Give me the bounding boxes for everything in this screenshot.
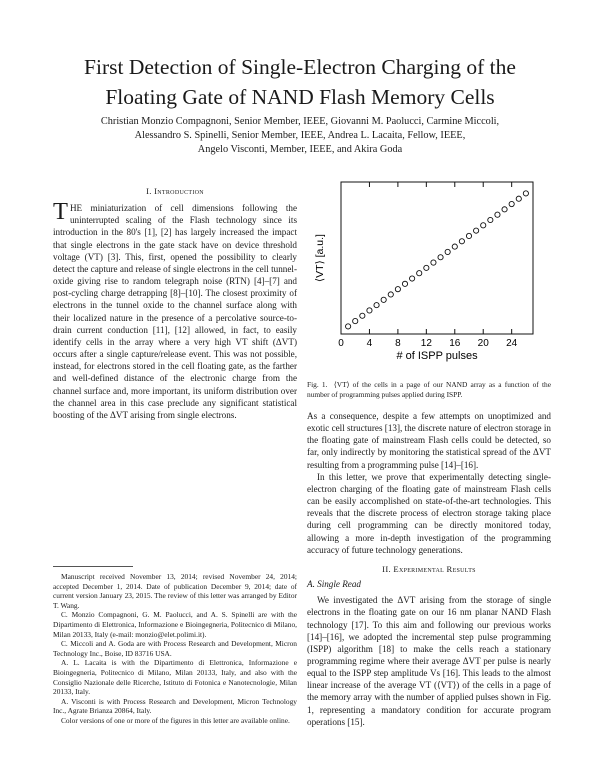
data-point	[417, 271, 422, 276]
author-line-3: Angelo Visconti, Member, IEEE, and Akira Goda	[197, 144, 403, 156]
figure-1-caption	[307, 380, 551, 399]
y-axis-label: ⟨VT⟩ [a.u.]	[314, 234, 326, 282]
paragraph-this-letter: In this letter, we prove that experimentally detecting single-electron charging of the floating gate of mainstream Flash cells can be easily accomplished on state-of-the-art technologies. This reveals that the discrete process of electron storage taking place during cell programming can be directly monitored today, allowing a more in-depth investigation of the programming accuracy of future technology generations.	[307, 471, 551, 555]
section-1-title: Introduction	[154, 186, 204, 196]
title-line-1: First Detection of Single-Electron Charging of the	[84, 55, 516, 79]
data-point	[488, 217, 493, 222]
drop-cap: T	[53, 198, 68, 226]
right-column	[307, 410, 551, 728]
x-tick-label: 24	[506, 338, 518, 349]
data-point	[402, 281, 407, 286]
x-tick-label: 20	[477, 338, 489, 349]
author-line-2: Alessandro S. Spinelli, Senior Member, IEEE, Andrea L. Lacaita, Fellow, IEEE,	[134, 130, 466, 142]
x-tick-label: 12	[420, 338, 432, 349]
data-point	[360, 313, 365, 318]
data-point	[466, 233, 471, 238]
intro-text: HE miniaturization of cell dimensions following the uninterrupted scaling of the Flash technology since its introduction in the 80's [1], [2] has largely increased the impact that single electrons in the gate stack have on device threshold voltage (VT) [3]. This, first, opened the possibility to clearly detect the capture and release of single electrons in the cell tunnel-oxide giving rise to random telegraph noise (RTN) [4]–[7] and post-cycling charge detrapping [8]–[10]. The closest proximity of electrons in the tunnel oxide to the channel surface along with their localized nature in the presence of a percolative source-to-drain current conduction [11], [12] allowed, in fact, to easily identify cells in the array where a very high VT shift (ΔVT) occurs after a single capture/release event. This was not possible, instead, for electrons stored in the cell floating gate, as the farther and well-defined distance of the electronic charge from the channel surface and, more important, its uniform distribution over the channel area in this case preclude any significant statistical boosting of the ΔVT arising from single electrons.	[53, 203, 297, 420]
section-2-heading	[307, 563, 551, 575]
data-point	[452, 244, 457, 249]
data-point	[431, 260, 436, 265]
x-tick-label: 16	[449, 338, 461, 349]
intro-paragraph	[53, 198, 297, 421]
left-column	[53, 185, 297, 421]
x-tick-label: 4	[366, 338, 373, 349]
footnote-affiliation-lacaita: A. L. Lacaita is with the Dipartimento di Elettronica, Informazione e Bioingegneria, Politecnico di Milano, Milan 20133, Italy, and also with the Consiglio Nazionale delle Ricerche, Istituto di Fotonica e Nanotecnologie, Milan 20133, Italy.	[53, 658, 297, 697]
data-point	[438, 255, 443, 260]
caption-text: ⟨VT⟩ of the cells in a page of our NAND array as a function of the number of programming pulses applied during ISPP.	[307, 380, 551, 399]
section-2-title: Experimental Results	[393, 563, 476, 574]
section-1-number: I.	[146, 186, 155, 196]
data-point	[474, 228, 479, 233]
footnote-color-versions: Color versions of one or more of the figures in this letter are available online.	[61, 715, 290, 725]
data-point	[367, 308, 372, 313]
caption-label: Fig. 1.	[307, 380, 328, 389]
footnotes	[53, 572, 297, 726]
data-point	[495, 212, 500, 217]
subsection-heading: A. Single Read	[307, 579, 361, 590]
data-point	[445, 249, 450, 254]
data-point	[388, 292, 393, 297]
section-1-heading	[53, 185, 297, 197]
data-point	[410, 276, 415, 281]
data-point	[516, 196, 521, 201]
footnote-affiliation-polimi: C. Monzio Compagnoni, G. M. Paolucci, and A. S. Spinelli are with the Dipartimento di Elettronica, Informazione e Bioingegneria, Politecnico di Milano, Milan 20133, Italy (e-mail: monzio@elet.polimi.it).	[53, 610, 297, 639]
title-line-2b: Flash Memory Cells	[313, 85, 495, 109]
author-line-1: Christian Monzio Compagnoni, Senior Member, IEEE, Giovanni M. Paolucci, Carmine Miccoli,	[100, 116, 500, 127]
data-point	[346, 324, 351, 329]
footnote-affiliation-micron-agrate: A. Visconti is with Process Research and Development, Micron Technology Inc., Agrate Brianza 20864, Italy.	[53, 696, 297, 716]
x-tick-label: 0	[338, 338, 344, 349]
data-point	[523, 191, 528, 196]
author-list	[40, 115, 560, 158]
data-point	[353, 318, 358, 323]
footnote-affiliation-micron-boise: C. Miccoli and A. Goda are with Process Research and Development, Micron Technology Inc., Boise, ID 83716 USA.	[53, 639, 297, 658]
data-point	[381, 297, 386, 302]
data-point	[509, 201, 514, 206]
section-2-number: II.	[382, 563, 394, 574]
x-axis-label: # of ISPP pulses	[396, 350, 478, 362]
title-line-2a: Floating Gate of	[105, 85, 252, 109]
paper-title	[20, 52, 580, 112]
footnote-manuscript: Manuscript received November 13, 2014; revised November 24, 2014; accepted December 1, 2014. Date of publication December 9, 2014; date of current version January 23, 2015. The review of this letter was arranged by Editor T. Wang.	[53, 572, 297, 610]
paragraph-single-read: We investigated the ΔVT arising from the storage of single electrons in the floating gate on our 16 nm planar NAND Flash technology [17]. To this aim and following our previous works [14]–[16], we adopted the incremental step pulse programming (ISPP) algorithm [18] to make the cells reach a stationary programming regime where their average ΔVT per pulse is nearly equal to the ISPP step amplitude Vs [16]. This leads to the almost linear increase of the average VT (⟨VT⟩) of the cells in a page of the memory array with the number of applied pulses shown in Fig. 1, representing a mandatory condition for accurate program operations [15].	[307, 595, 551, 727]
data-point	[459, 239, 464, 244]
paragraph-consequence: As a consequence, despite a few attempts on unoptimized and exotic cell structures [13], the discrete nature of electron storage in the floating gate of mainstream Flash cells could be detected, so far, only indirectly by monitoring the statistical spread of the ΔVT resulting from a programming pulse [14]–[16].	[307, 411, 551, 470]
footnote-rule	[53, 566, 133, 567]
title-line-2-smallcaps: NAND	[251, 85, 314, 109]
data-point	[374, 303, 379, 308]
data-point	[481, 223, 486, 228]
data-point	[502, 207, 507, 212]
figure-1-chart	[307, 178, 551, 378]
data-point	[424, 265, 429, 270]
data-point	[395, 287, 400, 292]
x-tick-label: 8	[395, 338, 401, 349]
